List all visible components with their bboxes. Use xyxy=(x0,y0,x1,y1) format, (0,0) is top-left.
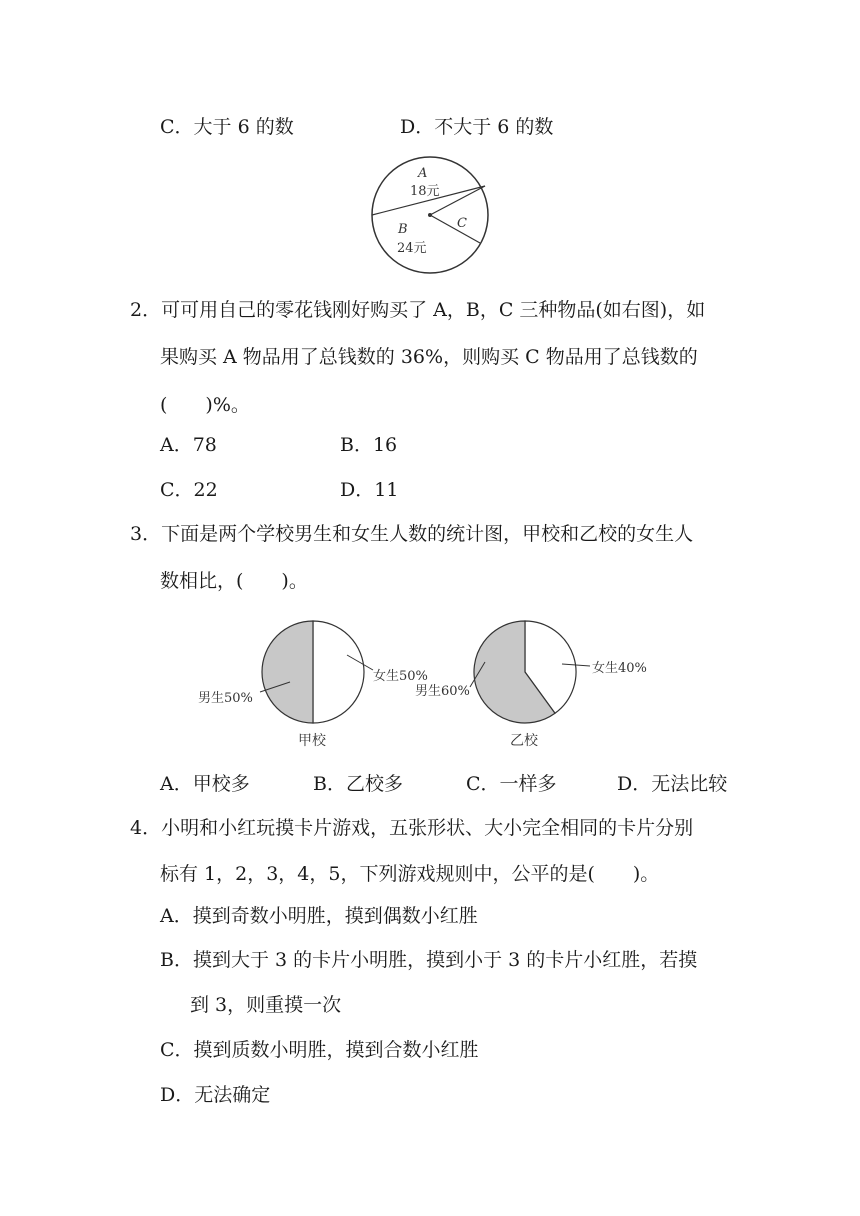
q4-option-b-line2: 到 3，则重摸一次 xyxy=(190,994,342,1016)
label-c-letter: C xyxy=(457,216,467,231)
q4-option-d: D．无法确定 xyxy=(160,1084,271,1106)
option-d-top: D．不大于 6 的数 xyxy=(400,116,554,138)
q4-line2: 标有 1，2，3，4，5，下列游戏规则中，公平的是( )。 xyxy=(160,863,660,885)
label-yi-male: 男生60% xyxy=(415,684,470,699)
q4-option-c: C．摸到质数小明胜，摸到合数小红胜 xyxy=(160,1039,479,1061)
q2-line3: ( )%。 xyxy=(160,394,250,416)
label-b-value: 24元 xyxy=(397,241,427,256)
q3-line1: 3．下面是两个学校男生和女生人数的统计图，甲校和乙校的女生人 xyxy=(130,523,694,545)
label-yi-female: 女生40% xyxy=(592,661,647,676)
q2-line1: 2．可可用自己的零花钱刚好购买了 A，B，C 三种物品(如右图)，如 xyxy=(130,299,706,321)
q2-option-a: A．78 xyxy=(160,434,217,456)
label-b-letter: B xyxy=(398,222,408,237)
q3-option-a: A．甲校多 xyxy=(160,773,250,795)
q3-line2: 数相比，( )。 xyxy=(160,570,308,592)
q2-option-b: B．16 xyxy=(340,434,398,456)
pie-chart-yi xyxy=(415,621,647,749)
circle-diagram xyxy=(365,155,495,280)
label-a-value: 18元 xyxy=(410,184,440,199)
q2-line2: 果购买 A 物品用了总钱数的 36%，则购买 C 物品用了总钱数的 xyxy=(160,346,698,368)
center-dot xyxy=(428,213,432,217)
q4-option-a: A．摸到奇数小明胜，摸到偶数小红胜 xyxy=(160,905,478,927)
label-jia-female: 女生50% xyxy=(373,669,428,684)
q3-option-c: C．一样多 xyxy=(466,773,557,795)
q3-option-d: D．无法比较 xyxy=(617,773,728,795)
label-jia-male: 男生50% xyxy=(198,691,253,706)
pie-slice-jia-female xyxy=(313,621,364,723)
pie-title-yi: 乙校 xyxy=(510,733,538,749)
pie-slice-jia-male xyxy=(262,621,313,723)
label-a-letter: A xyxy=(418,166,428,181)
q2-option-c: C．22 xyxy=(160,479,218,501)
pie-charts xyxy=(180,612,700,752)
q4-line1: 4．小明和小红玩摸卡片游戏，五张形状、大小完全相同的卡片分别 xyxy=(130,817,694,839)
q2-option-d: D．11 xyxy=(340,479,399,501)
pie-title-jia: 甲校 xyxy=(298,733,326,749)
pie-chart-jia xyxy=(198,621,428,749)
q4-option-b-line1: B．摸到大于 3 的卡片小明胜，摸到小于 3 的卡片小红胜，若摸 xyxy=(160,949,698,971)
option-c-top: C．大于 6 的数 xyxy=(160,116,294,138)
q3-option-b: B．乙校多 xyxy=(313,773,403,795)
